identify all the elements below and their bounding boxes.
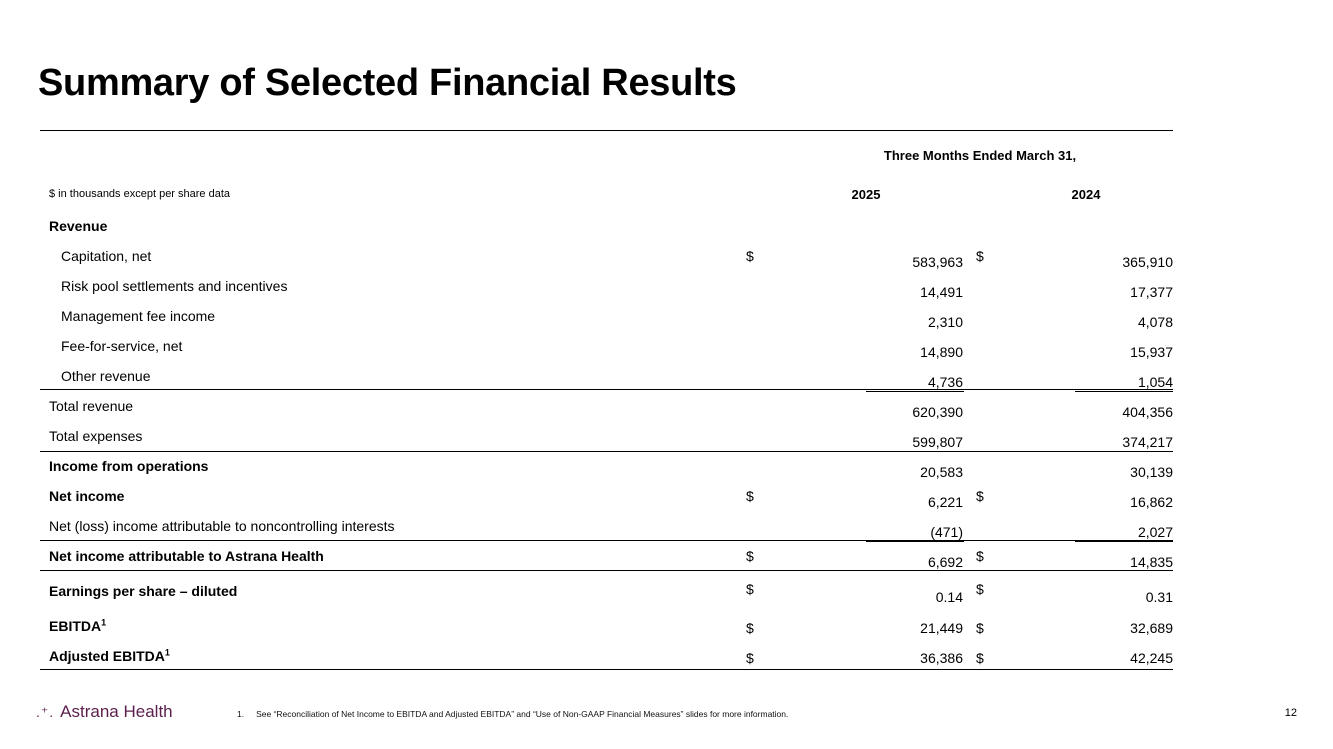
value-2025: 36,386: [920, 650, 963, 666]
column-header-2025: 2025: [851, 187, 881, 202]
row-divider: [40, 540, 1173, 541]
row-label: EBITDA$^1$: [49, 617, 107, 634]
value-2025: 0.14: [935, 589, 963, 605]
row-label: Other revenue: [61, 368, 151, 384]
table-row: [0, 614, 1333, 644]
row-label: Management fee income: [61, 308, 216, 324]
row-label: Net (loss) income attributable to noncontrolling interests: [49, 518, 395, 534]
value-2025: 14,890: [920, 344, 963, 360]
currency-symbol: $: [976, 620, 984, 636]
currency-symbol: $: [976, 488, 984, 504]
currency-symbol: $: [746, 581, 754, 597]
value-2025: 21,449: [920, 620, 963, 636]
row-label: Net income: [49, 488, 125, 504]
value-underline: [1075, 541, 1173, 542]
footnote-marker: 1: [101, 617, 107, 628]
value-2025: 2,310: [927, 314, 963, 330]
row-label: Total expenses: [49, 428, 143, 444]
currency-symbol: $: [746, 620, 754, 636]
table-row-total: [0, 394, 1333, 424]
value-2024: 1,054: [1137, 374, 1173, 390]
value-2025: 6,692: [927, 554, 963, 570]
value-2024: 42,245: [1130, 650, 1173, 666]
value-2024: 30,139: [1130, 464, 1173, 480]
row-label: Income from operations: [49, 458, 209, 474]
currency-symbol: $: [976, 248, 984, 264]
row-label: Earnings per share – diluted: [49, 583, 238, 599]
value-2024: 15,937: [1130, 344, 1173, 360]
value-2024: 2,027: [1137, 524, 1173, 540]
section-heading-revenue: [0, 214, 1333, 244]
row-label: Net income attributable to Astrana Health: [49, 548, 324, 564]
table-row: [0, 484, 1333, 514]
page-number: 12: [1284, 707, 1297, 719]
value-2024: 404,356: [1122, 404, 1173, 420]
currency-symbol: $: [976, 581, 984, 597]
row-label: Total revenue: [49, 398, 134, 414]
value-2025: 14,491: [920, 284, 963, 300]
value-2024: 32,689: [1130, 620, 1173, 636]
table-row: [0, 454, 1333, 484]
value-2025: 6,221: [927, 494, 963, 510]
page-title: Summary of Selected Financial Results: [38, 62, 737, 104]
value-2025: 583,963: [912, 254, 963, 270]
currency-symbol: $: [976, 650, 984, 666]
value-2025: 620,390: [912, 404, 963, 420]
currency-symbol: $: [746, 548, 754, 564]
value-2024: 0.31: [1145, 589, 1173, 605]
currency-symbol: $: [746, 488, 754, 504]
row-divider: [40, 570, 1173, 571]
value-2024: 365,910: [1122, 254, 1173, 270]
table-row: [0, 304, 1333, 334]
footnote-number: 1.: [237, 709, 245, 719]
row-label: Adjusted EBITDA$^1$: [49, 647, 170, 664]
row-divider: [40, 389, 1173, 390]
value-underline: [866, 391, 964, 392]
value-2025: 4,736: [927, 374, 963, 390]
table-row: [0, 274, 1333, 304]
value-underline: [1075, 391, 1173, 392]
logo-text: Astrana Health: [60, 702, 173, 721]
period-header: Three Months Ended March 31,: [883, 148, 1077, 163]
section-label: Revenue: [49, 218, 108, 234]
row-label: Fee-for-service, net: [61, 338, 183, 354]
value-2024: 17,377: [1130, 284, 1173, 300]
table-row: [0, 334, 1333, 364]
row-label: Capitation, net: [61, 248, 152, 264]
column-header-2024: 2024: [1071, 187, 1101, 202]
title-divider: [40, 130, 1173, 131]
table-row: [0, 424, 1333, 454]
value-2024: 374,217: [1122, 434, 1173, 450]
astrana-sparkle-icon: .⁺.: [36, 703, 55, 720]
table-bottom-divider: [40, 669, 1173, 670]
table-row: [0, 573, 1333, 603]
footnote: [237, 709, 788, 719]
value-2025: 20,583: [920, 464, 963, 480]
currency-symbol: $: [746, 650, 754, 666]
value-2024: 16,862: [1130, 494, 1173, 510]
table-row: [0, 244, 1333, 274]
value-2025: 599,807: [912, 434, 963, 450]
astrana-health-logo: [36, 702, 173, 722]
row-divider: [40, 451, 1173, 452]
value-2024: 4,078: [1137, 314, 1173, 330]
units-note: $ in thousands except per share data: [49, 188, 231, 200]
value-underline: [1075, 451, 1173, 452]
currency-symbol: $: [746, 248, 754, 264]
footnote-marker: 1: [164, 647, 170, 658]
value-2024: 14,835: [1130, 554, 1173, 570]
footnote-text: See “Reconciliation of Net Income to EBITDA and Adjusted EBITDA” and “Use of Non-GAAP Financial Measures” slides for more information.: [256, 709, 789, 719]
currency-symbol: $: [976, 548, 984, 564]
value-underline: [866, 541, 964, 542]
value-underline: [866, 451, 964, 452]
value-2025: (471): [930, 524, 963, 540]
row-label: Risk pool settlements and incentives: [61, 278, 288, 294]
